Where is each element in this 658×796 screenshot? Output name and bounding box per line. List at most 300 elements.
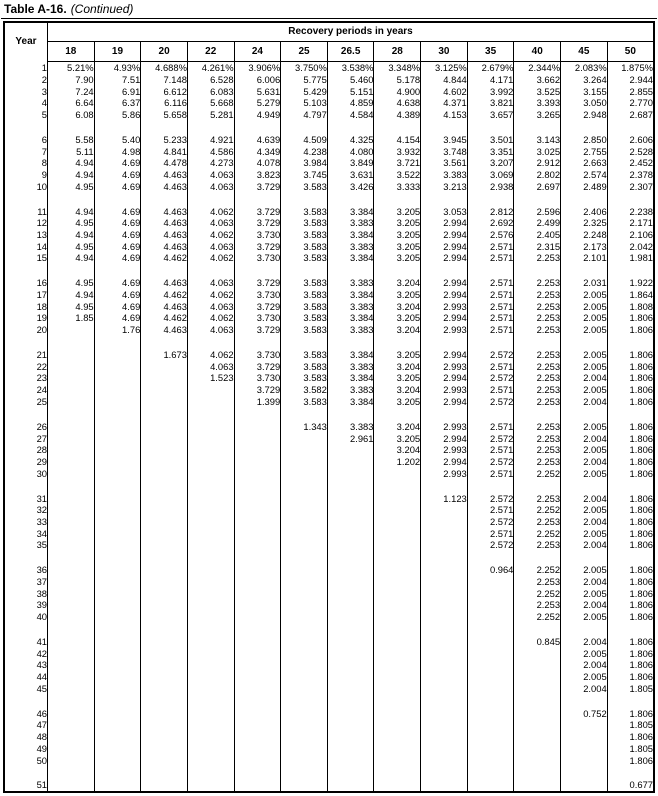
year-cell (4, 623, 48, 636)
rate-cell (141, 372, 188, 384)
rate-cell (327, 444, 374, 456)
rate-cell (48, 588, 95, 600)
rate-cell: 4.949 (234, 109, 281, 121)
rate-cell (514, 479, 561, 492)
year-cell: 18 (4, 301, 48, 313)
table-row (4, 372, 654, 384)
rate-cell: 2.596 (514, 205, 561, 217)
rate-cell (94, 192, 141, 205)
rate-cell: 3.730 (234, 252, 281, 264)
rate-cell (467, 648, 514, 660)
rate-cell: 1.806 (607, 444, 654, 456)
rate-cell: 3.662 (514, 74, 561, 86)
columns-row (4, 42, 654, 62)
rate-cell (561, 192, 608, 205)
rate-cell: 2.850 (561, 134, 608, 146)
rate-cell (141, 766, 188, 779)
rate-cell: 2.571 (467, 289, 514, 301)
table-row (4, 754, 654, 766)
rate-cell: 3.525 (514, 85, 561, 97)
table-title (1, 0, 657, 19)
year-cell: 39 (4, 599, 48, 611)
rate-cell: 3.383 (327, 361, 374, 373)
rate-cell: 5.178 (374, 74, 421, 86)
rate-cell (141, 754, 188, 766)
rate-cell (187, 694, 234, 707)
rate-cell (281, 719, 328, 731)
rate-cell: 1.806 (607, 324, 654, 336)
rate-cell: 1.981 (607, 252, 654, 264)
rate-cell (94, 683, 141, 695)
year-cell: 5 (4, 109, 48, 121)
rate-cell (141, 467, 188, 479)
table-row (4, 648, 654, 660)
rate-cell (48, 432, 95, 444)
rate-cell (48, 444, 95, 456)
rate-cell: 3.821 (467, 97, 514, 109)
rate-cell: 2.005 (561, 504, 608, 516)
rate-cell (48, 694, 95, 707)
rate-cell: 1.806 (607, 527, 654, 539)
rate-cell (141, 421, 188, 433)
rate-cell: 1.808 (607, 301, 654, 313)
rate-cell (141, 336, 188, 349)
rate-cell: 3.730 (234, 349, 281, 361)
rate-cell (141, 444, 188, 456)
year-cell: 1 (4, 62, 48, 74)
rate-cell (467, 576, 514, 588)
rate-cell (234, 683, 281, 695)
rate-cell: 3.745 (281, 169, 328, 181)
rate-cell (141, 659, 188, 671)
rate-cell: 2.004 (561, 539, 608, 551)
rate-cell: 4.273 (187, 157, 234, 169)
rate-cell: 2.993 (421, 384, 468, 396)
rate-cell (48, 324, 95, 336)
rate-cell (94, 349, 141, 361)
rate-cell (187, 766, 234, 779)
rate-cell (467, 479, 514, 492)
rate-cell (48, 120, 95, 133)
table-row (4, 611, 654, 623)
rate-cell: 3.264 (561, 74, 608, 86)
rate-cell: 0.752 (561, 708, 608, 720)
rate-cell: 4.463 (141, 180, 188, 192)
rate-cell (281, 708, 328, 720)
rate-cell (141, 264, 188, 277)
rate-cell: 6.64 (48, 97, 95, 109)
rate-cell (94, 766, 141, 779)
rate-cell (327, 336, 374, 349)
rate-cell (374, 731, 421, 743)
rate-cell: 4.478 (141, 157, 188, 169)
rate-cell (421, 611, 468, 623)
column-header: 35 (467, 42, 514, 62)
rate-cell: 2.252 (514, 564, 561, 576)
table-row (4, 599, 654, 611)
rate-cell (187, 432, 234, 444)
rate-cell: 2.004 (561, 683, 608, 695)
rate-cell: 3.393 (514, 97, 561, 109)
rate-cell (141, 551, 188, 564)
rate-cell (561, 479, 608, 492)
rate-cell (281, 611, 328, 623)
rate-cell (467, 588, 514, 600)
rate-cell (607, 192, 654, 205)
rate-cell: 4.463 (141, 301, 188, 313)
rate-cell (187, 539, 234, 551)
rate-cell: 2.571 (467, 504, 514, 516)
rate-cell: 2.993 (421, 361, 468, 373)
rate-cell: 2.994 (421, 252, 468, 264)
rate-cell: 2.571 (467, 241, 514, 253)
rate-cell: 2.005 (561, 611, 608, 623)
rate-cell (187, 264, 234, 277)
rate-cell: 2.994 (421, 349, 468, 361)
year-cell: 48 (4, 731, 48, 743)
year-cell: 49 (4, 743, 48, 755)
rate-cell (467, 336, 514, 349)
rate-cell (374, 120, 421, 133)
column-header: 40 (514, 42, 561, 62)
rate-cell: 3.384 (327, 312, 374, 324)
rate-cell: 2.571 (467, 527, 514, 539)
rate-cell: 4.062 (187, 229, 234, 241)
rate-cell (421, 623, 468, 636)
year-cell: 51 (4, 779, 48, 792)
table-row (4, 97, 654, 109)
rate-cell (421, 264, 468, 277)
rate-cell: 1.806 (607, 396, 654, 408)
rate-cell (514, 120, 561, 133)
rate-cell (94, 492, 141, 504)
rate-cell (281, 599, 328, 611)
rate-cell (327, 516, 374, 528)
rate-cell (94, 479, 141, 492)
rate-cell: 2.004 (561, 396, 608, 408)
rate-cell (467, 623, 514, 636)
rate-cell: 4.69 (94, 252, 141, 264)
rate-cell: 3.538% (327, 62, 374, 74)
rate-cell (467, 731, 514, 743)
rate-cell: 6.612 (141, 85, 188, 97)
rate-cell (374, 636, 421, 648)
rate-cell (281, 659, 328, 671)
rate-cell: 3.383 (327, 277, 374, 289)
column-header: 25 (281, 42, 328, 62)
rate-cell: 1.806 (607, 384, 654, 396)
year-cell: 7 (4, 145, 48, 157)
rate-cell (94, 743, 141, 755)
table-row (4, 277, 654, 289)
rate-cell: 3.384 (327, 372, 374, 384)
rate-cell: 3.050 (561, 97, 608, 109)
rate-cell (327, 754, 374, 766)
rate-cell (327, 192, 374, 205)
rate-cell: 4.93% (94, 62, 141, 74)
rate-cell: 4.688% (141, 62, 188, 74)
rate-cell (327, 599, 374, 611)
rate-cell (94, 719, 141, 731)
rate-cell (467, 766, 514, 779)
rate-cell (234, 192, 281, 205)
rate-cell: 4.69 (94, 301, 141, 313)
spacer-row (4, 407, 654, 420)
rate-cell: 2.005 (561, 671, 608, 683)
year-cell: 29 (4, 456, 48, 468)
rate-cell: 3.583 (281, 372, 328, 384)
rate-cell (421, 516, 468, 528)
rate-cell: 2.005 (561, 289, 608, 301)
rate-cell: 2.571 (467, 444, 514, 456)
spacer-row (4, 694, 654, 707)
rate-cell (421, 683, 468, 695)
table-row (4, 205, 654, 217)
rate-cell: 3.265 (514, 109, 561, 121)
rate-cell (234, 636, 281, 648)
rate-cell (94, 648, 141, 660)
rate-cell (187, 636, 234, 648)
year-cell: 12 (4, 217, 48, 229)
table-row (4, 109, 654, 121)
year-cell: 19 (4, 312, 48, 324)
rate-cell: 4.062 (187, 312, 234, 324)
rate-cell (48, 754, 95, 766)
rate-cell: 1.202 (374, 456, 421, 468)
rate-cell (187, 754, 234, 766)
rate-cell: 2.005 (561, 312, 608, 324)
rate-cell (187, 504, 234, 516)
rate-cell: 3.205 (374, 241, 421, 253)
rate-cell (94, 407, 141, 420)
rate-cell (281, 192, 328, 205)
rate-cell (281, 504, 328, 516)
year-cell: 22 (4, 361, 48, 373)
rate-cell: 3.383 (327, 421, 374, 433)
year-cell (4, 120, 48, 133)
rate-cell: 3.213 (421, 180, 468, 192)
rate-cell: 4.080 (327, 145, 374, 157)
rate-cell (281, 492, 328, 504)
rate-cell: 1.76 (94, 324, 141, 336)
rate-cell: 3.750% (281, 62, 328, 74)
rate-cell: 4.95 (48, 217, 95, 229)
rate-cell (327, 636, 374, 648)
year-cell: 10 (4, 180, 48, 192)
rate-cell (94, 336, 141, 349)
rate-cell (234, 576, 281, 588)
rate-cell: 2.005 (561, 467, 608, 479)
table-row (4, 731, 654, 743)
rate-cell (234, 754, 281, 766)
rate-cell: 2.572 (467, 456, 514, 468)
rate-cell: 1.805 (607, 719, 654, 731)
rate-cell: 4.509 (281, 134, 328, 146)
rate-cell: 4.062 (187, 349, 234, 361)
rate-cell (327, 467, 374, 479)
table-body (4, 62, 654, 793)
rate-cell: 4.69 (94, 312, 141, 324)
rate-cell: 1.806 (607, 432, 654, 444)
rate-cell (374, 588, 421, 600)
year-cell: 13 (4, 229, 48, 241)
rate-cell: 2.452 (607, 157, 654, 169)
rate-cell: 3.729 (234, 180, 281, 192)
rate-cell (327, 731, 374, 743)
rate-cell: 3.204 (374, 361, 421, 373)
rate-cell (467, 264, 514, 277)
rate-cell: 4.063 (187, 241, 234, 253)
group-header-row (4, 22, 654, 42)
rate-cell: 4.921 (187, 134, 234, 146)
rate-cell: 1.806 (607, 588, 654, 600)
rate-cell: 2.253 (514, 492, 561, 504)
rate-cell (234, 432, 281, 444)
rate-cell: 2.572 (467, 432, 514, 444)
rate-cell (607, 766, 654, 779)
year-cell: 40 (4, 611, 48, 623)
rate-cell (467, 551, 514, 564)
rate-cell: 4.69 (94, 217, 141, 229)
rate-cell (327, 504, 374, 516)
year-cell (4, 479, 48, 492)
rate-cell: 2.252 (514, 588, 561, 600)
rate-cell (421, 120, 468, 133)
rate-cell: 3.204 (374, 421, 421, 433)
rate-cell (48, 361, 95, 373)
rate-cell: 2.252 (514, 611, 561, 623)
rate-cell: 2.687 (607, 109, 654, 121)
rate-cell (327, 527, 374, 539)
rate-cell (467, 779, 514, 792)
rate-cell (561, 623, 608, 636)
rate-cell (94, 539, 141, 551)
rate-cell (48, 192, 95, 205)
rate-cell (421, 671, 468, 683)
rate-cell (327, 719, 374, 731)
rate-cell (141, 648, 188, 660)
rate-cell: 3.583 (281, 349, 328, 361)
rate-cell: 4.154 (374, 134, 421, 146)
rate-cell (467, 754, 514, 766)
rate-cell: 3.945 (421, 134, 468, 146)
rate-cell (94, 754, 141, 766)
rate-cell (421, 731, 468, 743)
rate-cell (281, 444, 328, 456)
table-row (4, 683, 654, 695)
rate-cell: 1.343 (281, 421, 328, 433)
rate-cell: 2.378 (607, 169, 654, 181)
rate-cell: 2.238 (607, 205, 654, 217)
rate-cell (234, 336, 281, 349)
rate-cell: 3.384 (327, 396, 374, 408)
spacer-row (4, 479, 654, 492)
rate-cell (187, 648, 234, 660)
rate-cell (187, 671, 234, 683)
rate-cell (141, 456, 188, 468)
rate-cell (234, 407, 281, 420)
rate-cell (234, 456, 281, 468)
rate-cell: 2.528 (607, 145, 654, 157)
rate-cell (281, 120, 328, 133)
rate-cell (281, 623, 328, 636)
table-row (4, 636, 654, 648)
rate-cell (281, 779, 328, 792)
rate-cell (374, 264, 421, 277)
rate-cell: 4.325 (327, 134, 374, 146)
rate-cell (327, 611, 374, 623)
year-cell: 50 (4, 754, 48, 766)
rate-cell (327, 659, 374, 671)
table-header (4, 22, 654, 62)
rate-cell: 2.005 (561, 648, 608, 660)
rate-cell: 2.802 (514, 169, 561, 181)
rate-cell (48, 766, 95, 779)
rate-cell (467, 407, 514, 420)
rate-cell (141, 588, 188, 600)
rate-cell: 2.663 (561, 157, 608, 169)
rate-cell: 3.730 (234, 289, 281, 301)
rate-cell (234, 120, 281, 133)
rate-cell: 4.349 (234, 145, 281, 157)
rate-cell (187, 588, 234, 600)
rate-cell (281, 264, 328, 277)
year-cell (4, 694, 48, 707)
rate-cell (48, 456, 95, 468)
rate-cell (374, 576, 421, 588)
rate-cell (327, 648, 374, 660)
year-cell: 4 (4, 97, 48, 109)
rate-cell: 3.383 (327, 241, 374, 253)
rate-cell: 6.37 (94, 97, 141, 109)
rate-cell (514, 683, 561, 695)
rate-cell (561, 120, 608, 133)
rate-cell (48, 659, 95, 671)
rate-cell: 2.405 (514, 229, 561, 241)
rate-cell: 3.143 (514, 134, 561, 146)
rate-cell: 4.153 (421, 109, 468, 121)
rate-cell: 4.95 (48, 241, 95, 253)
rate-cell (234, 467, 281, 479)
rate-cell (327, 694, 374, 707)
rate-cell (327, 407, 374, 420)
rate-cell: 2.253 (514, 432, 561, 444)
table-row (4, 134, 654, 146)
rate-cell (421, 708, 468, 720)
rate-cell (327, 623, 374, 636)
rate-cell: 7.51 (94, 74, 141, 86)
rate-cell (141, 599, 188, 611)
rate-cell: 4.462 (141, 312, 188, 324)
rate-cell: 4.69 (94, 169, 141, 181)
rate-cell (94, 731, 141, 743)
table-title-main: Table A-16. (4, 2, 67, 16)
rate-cell: 4.94 (48, 252, 95, 264)
rate-cell: 2.571 (467, 421, 514, 433)
rate-cell: 3.501 (467, 134, 514, 146)
rate-cell: 2.004 (561, 599, 608, 611)
rate-cell: 2.005 (561, 588, 608, 600)
rate-cell: 4.95 (48, 277, 95, 289)
rate-cell (467, 719, 514, 731)
rate-cell: 2.004 (561, 372, 608, 384)
rate-cell: 2.005 (561, 324, 608, 336)
column-header: 50 (607, 42, 654, 62)
rate-cell (48, 539, 95, 551)
rate-cell: 4.063 (187, 324, 234, 336)
rate-cell: 2.571 (467, 467, 514, 479)
rate-cell: 2.994 (421, 289, 468, 301)
